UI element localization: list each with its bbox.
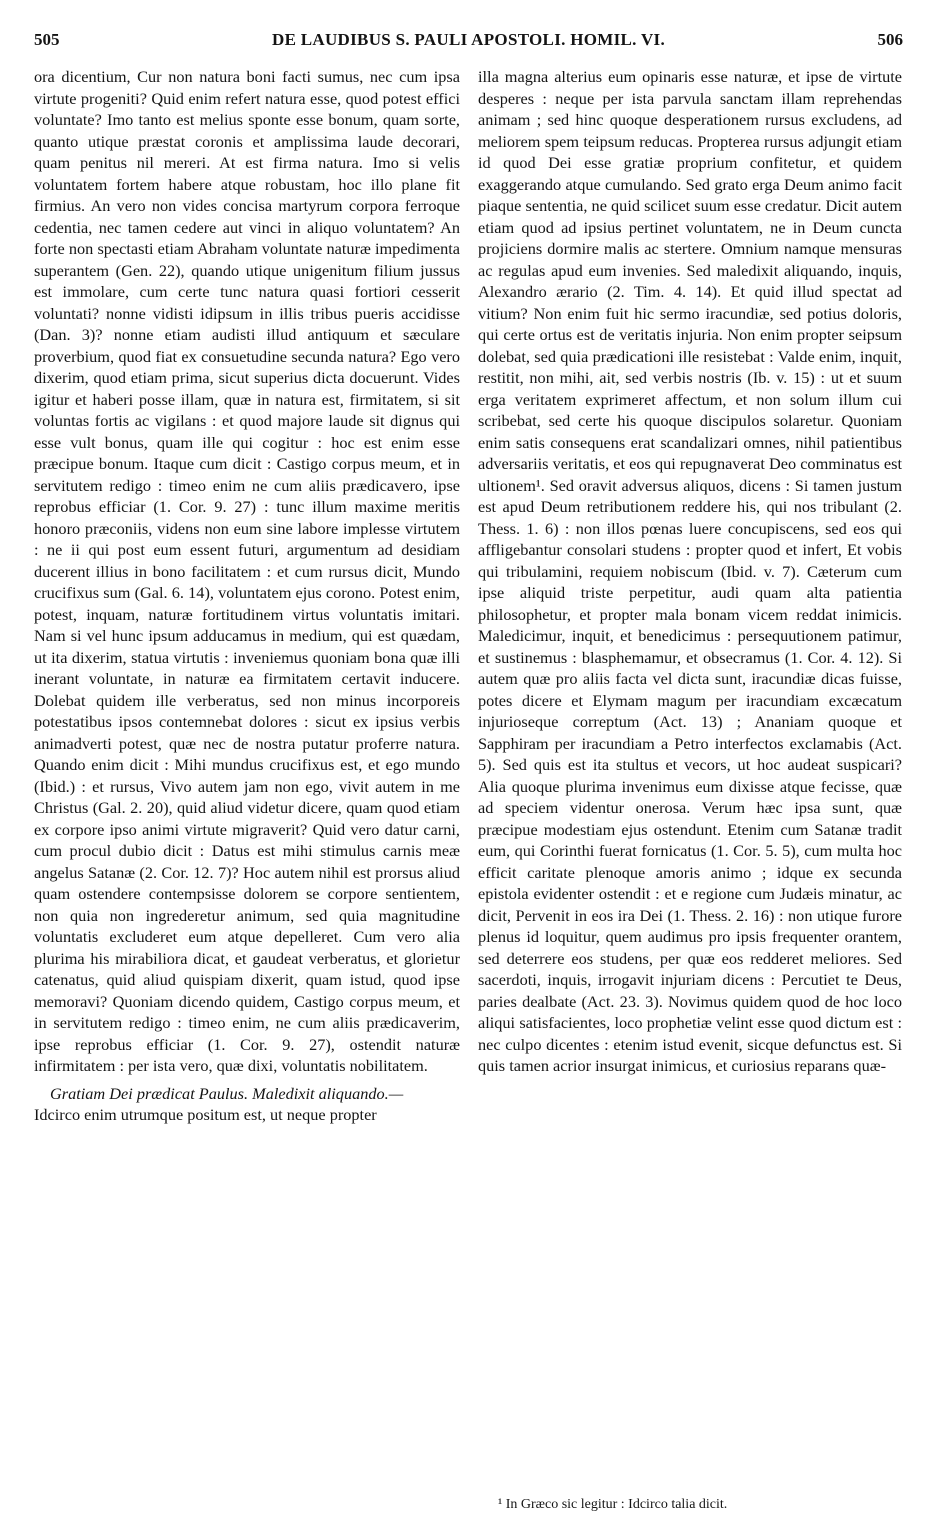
footnote: [498, 1497, 727, 1513]
running-head: DE LAUDIBUS S. PAULI APOSTOLI. HOMIL. VI.: [272, 30, 665, 49]
left-column-tail: Idcirco enim utrumque positum est, ut neque propter: [34, 1105, 377, 1124]
left-column: [34, 66, 460, 1126]
left-column-text: ora dicentium, Cur non natura boni facti sumus, nec cum ipsa virtute progeniti? Quid enim refert natura esse, quod potest effici voluntate? Imo tanto est melius sponte esse bonum, quam sorte, quanto utique præstat coronis et amplissima laude decorari, quam penitus nil mereri. At est firma natura. Imo si velis voluntatem fortem habere atque robustam, hoc illo plane fit firmius. An vero non vides concisa martyrum corpora ferroque cedentia, nec tamen cedere aut vinci in aliquo voluntatem? An forte non spectasti etiam Abraham voluntate naturæ impedimenta superantem (Gen. 22), quando utique unigenitum filium jussus est immolare, cum certe tunc natura quasi fortiori cesserit voluntati? nonne vidisti idipsum in illis tribus pueris accidisse (Dan. 3)? nonne etiam audisti illud antiquum et sæculare proverbium, quod fiat ex consuetudine secunda natura? Ego vero dixerim, quod etiam prima, sicut superius dicta docuerunt. Vides igitur et haberi posse illam, quæ in natura est, firmitatem, si sit voluntas fortis ac vigilans : et quod majore laude sit dignus qui esse vult bonus, quam ille qui cogitur : hoc est enim esse præcipue bonum. Itaque cum dicit : Castigo corpus meum, et in servitutem redigo : timeo enim ne cum aliis prædicavero, ipse reprobus efficiar (1. Cor. 9. 27) : tunc illum maxime meritis honoro præconiis, videns non eum sine labore implesse virtutem : ne ii qui post eum essent futuri, argumentum ad desidiam ducerent illius in bono facilitatem : et cum rursus dicit, Mundo crucifixus sum (Gal. 6. 14), voluntatem ejus corono. Potest enim, potest, inquam, naturæ fortitudinem virtus voluntatis imitari. Nam si vel hunc ipsum adducamus in medium, qui est quædam, ut ita dixerim, statua virtutis : inveniemus quoniam bona quæ illi inerant voluntate, in naturæ ea firmitatem certavit inducere. Dolebat quidem ille verberatus, sed non minus incorporeis potestatibus ipsos contemnebat dolores : sicut ex ipsius verbis animadverti potest, quæ nec de nostra putatur proferre natura. Quando enim dicit : Mihi mundus crucifixus est, et ego mundo (Ibid.) : et rursus, Vivo autem jam non ego, vivit autem in me Christus (Gal. 2. 20), quid aliud videtur dicere, quam quod etiam ex corpore ipso animi virtute migraverit? Quid vero datur carni, cum procul dubio dicit : Datus est mihi stimulus carnis meæ angelus Satanæ (2. Cor. 12. 7)? Hoc autem nihil est prorsus aliud quam ostendere contempsisse dolorem se corpore sentientem, non quia non ingrederetur animum, sed quia magnitudine voluntatis excluderet eum atque depelleret. Cum vero alia plurima his mirabiliora dicat, et gaudeat verberatus, et glorietur catenatus, quid aliud quispiam dixerit, quam istud, quod ipse memoravi? Quoniam dicendo quidem, Castigo corpus meum, et in servitutem redigo : timeo enim, ne cum aliis prædicaverim, ipse reprobus efficiar (1. Cor. 9. 27), ostendit naturæ infirmitatem : per ista vero, quæ dixi, voluntatis nobilitatem.: [34, 67, 460, 1075]
footnote-mark: ¹: [498, 1497, 503, 1512]
right-column-text: illa magna alterius eum opinaris esse naturæ, et ipse de virtute desperes : neque per ista parvula sanctam illam reprehendas animam ; sed hinc quoque desperationem rursus excludens, ad meliorem spem teipsum reducas. Propterea rursus adjungit etiam id quod Dei esse gratiæ proprium confitetur, et quidem exaggerando atque cumulando. Sed grato erga Deum animo facit piaque sententia, ne quid scilicet suum esse credatur. Dicit autem etiam quod ad ipsius pertinet voluntatem, ne in Deum cuncta projiciens dormire malis ac stertere. Omnium namque mensuras ac regulas apud eum invenies. Sed maledixit aliquando, inquis, Alexandro ærario (2. Tim. 4. 14). Et quid illud spectat ad vitium? Non enim fuit hic sermo iracundiæ, sed potius doloris, qui certe ortus est de veritatis injuria. Non enim propter seipsum dolebat, sed quia prædicationi ille resistebat : Valde enim, inquit, restitit, non mihi, ait, sed verbis nostris (Ib. v. 15) : ut et suum erga veritatem exprimeret affectum, et non solum illum cui scribebat, sed certe his quoque discipulos solaretur. Quoniam enim satis consequens erat scandalizari omnes, nihil patientibus adversariis veritatis, et eos qui repugnaverat Deo comminatus est ultionem¹. Sed oravit adversus aliquos, dicens : Si tamen justum est apud Deum retributionem reddere his, qui nos tribulant (2. Thess. 1. 6) : non illos pœnas luere concupiscens, sed eos qui affligebantur consolari studens : propter quod et infert, Et vobis qui tribulamini, requiem nobiscum (Ibid. v. 7). Cæterum cum ipse aliquid triste perpetitur, audi quam alta patientia philosophetur, et propter mala bonam vicem reddat inimicis. Maledicimur, inquit, et benedicimus : persequutionem patimur, et sustinemus : blasphemamur, et obsecramus (1. Cor. 4. 12). Si autem quæ pro aliis facta vel dicta sunt, iracundiæ dicas fuisse, potes dicere et Elymam magum per iracundiam excæcatum injurioseque correptum (Act. 13) ; Ananiam quoque et Sapphiram per iracundiam a Petro interfectos exclamabis (Act. 5). Sed quis est ita stultus et vecors, ut hoc audeat suspicari? Alia quoque plurima invenimus eum dixisse atque fecisse, quæ ad speciem videntur onerosa. Verum hæc ipsa sunt, quæ præcipue modestiam ejus ostendunt. Etenim cum Satanæ tradit eum, qui Corinthi fuerat fornicatus (1. Cor. 5. 5), cum multa hoc efficit caritate plenoque amoris animo ; idque ex secunda epistola evidenter ostendit : et e regione cum Judæis minatur, ac dicit, Pervenit in eos ira Dei (1. Thess. 2. 16) : non utique furore plenus id loquitur, quem audimus pro ipsis frequenter orantem, sed deterrere eos studens, per quæ eos redderet meliores. Sed sacerdoti, inquis, irrogavit injuriam dicens : Percutiet te Deus, paries dealbate (Act. 23. 3). Novimus quidem quod de hoc loco aliqui satisfacientes, loco prophetiæ velint esse quod dictum est : nec culpo dicentes : etenim istud evenit, sicque defunctus est. Si quis tamen acrior insurgat inimicus, et curiosius reparans quæ-: [478, 67, 902, 1075]
page-number-right: 506: [877, 30, 903, 49]
page-header: [34, 30, 903, 56]
footnote-text: In Græco sic legitur : Idcirco talia dicit.: [505, 1497, 728, 1512]
right-column: [478, 66, 902, 1077]
page-number-left: 505: [34, 30, 60, 49]
paragraph-heading-text: Gratiam Dei prædicat Paulus. Maledixit aliquando.—: [50, 1083, 404, 1103]
paragraph-heading: [34, 1083, 460, 1105]
